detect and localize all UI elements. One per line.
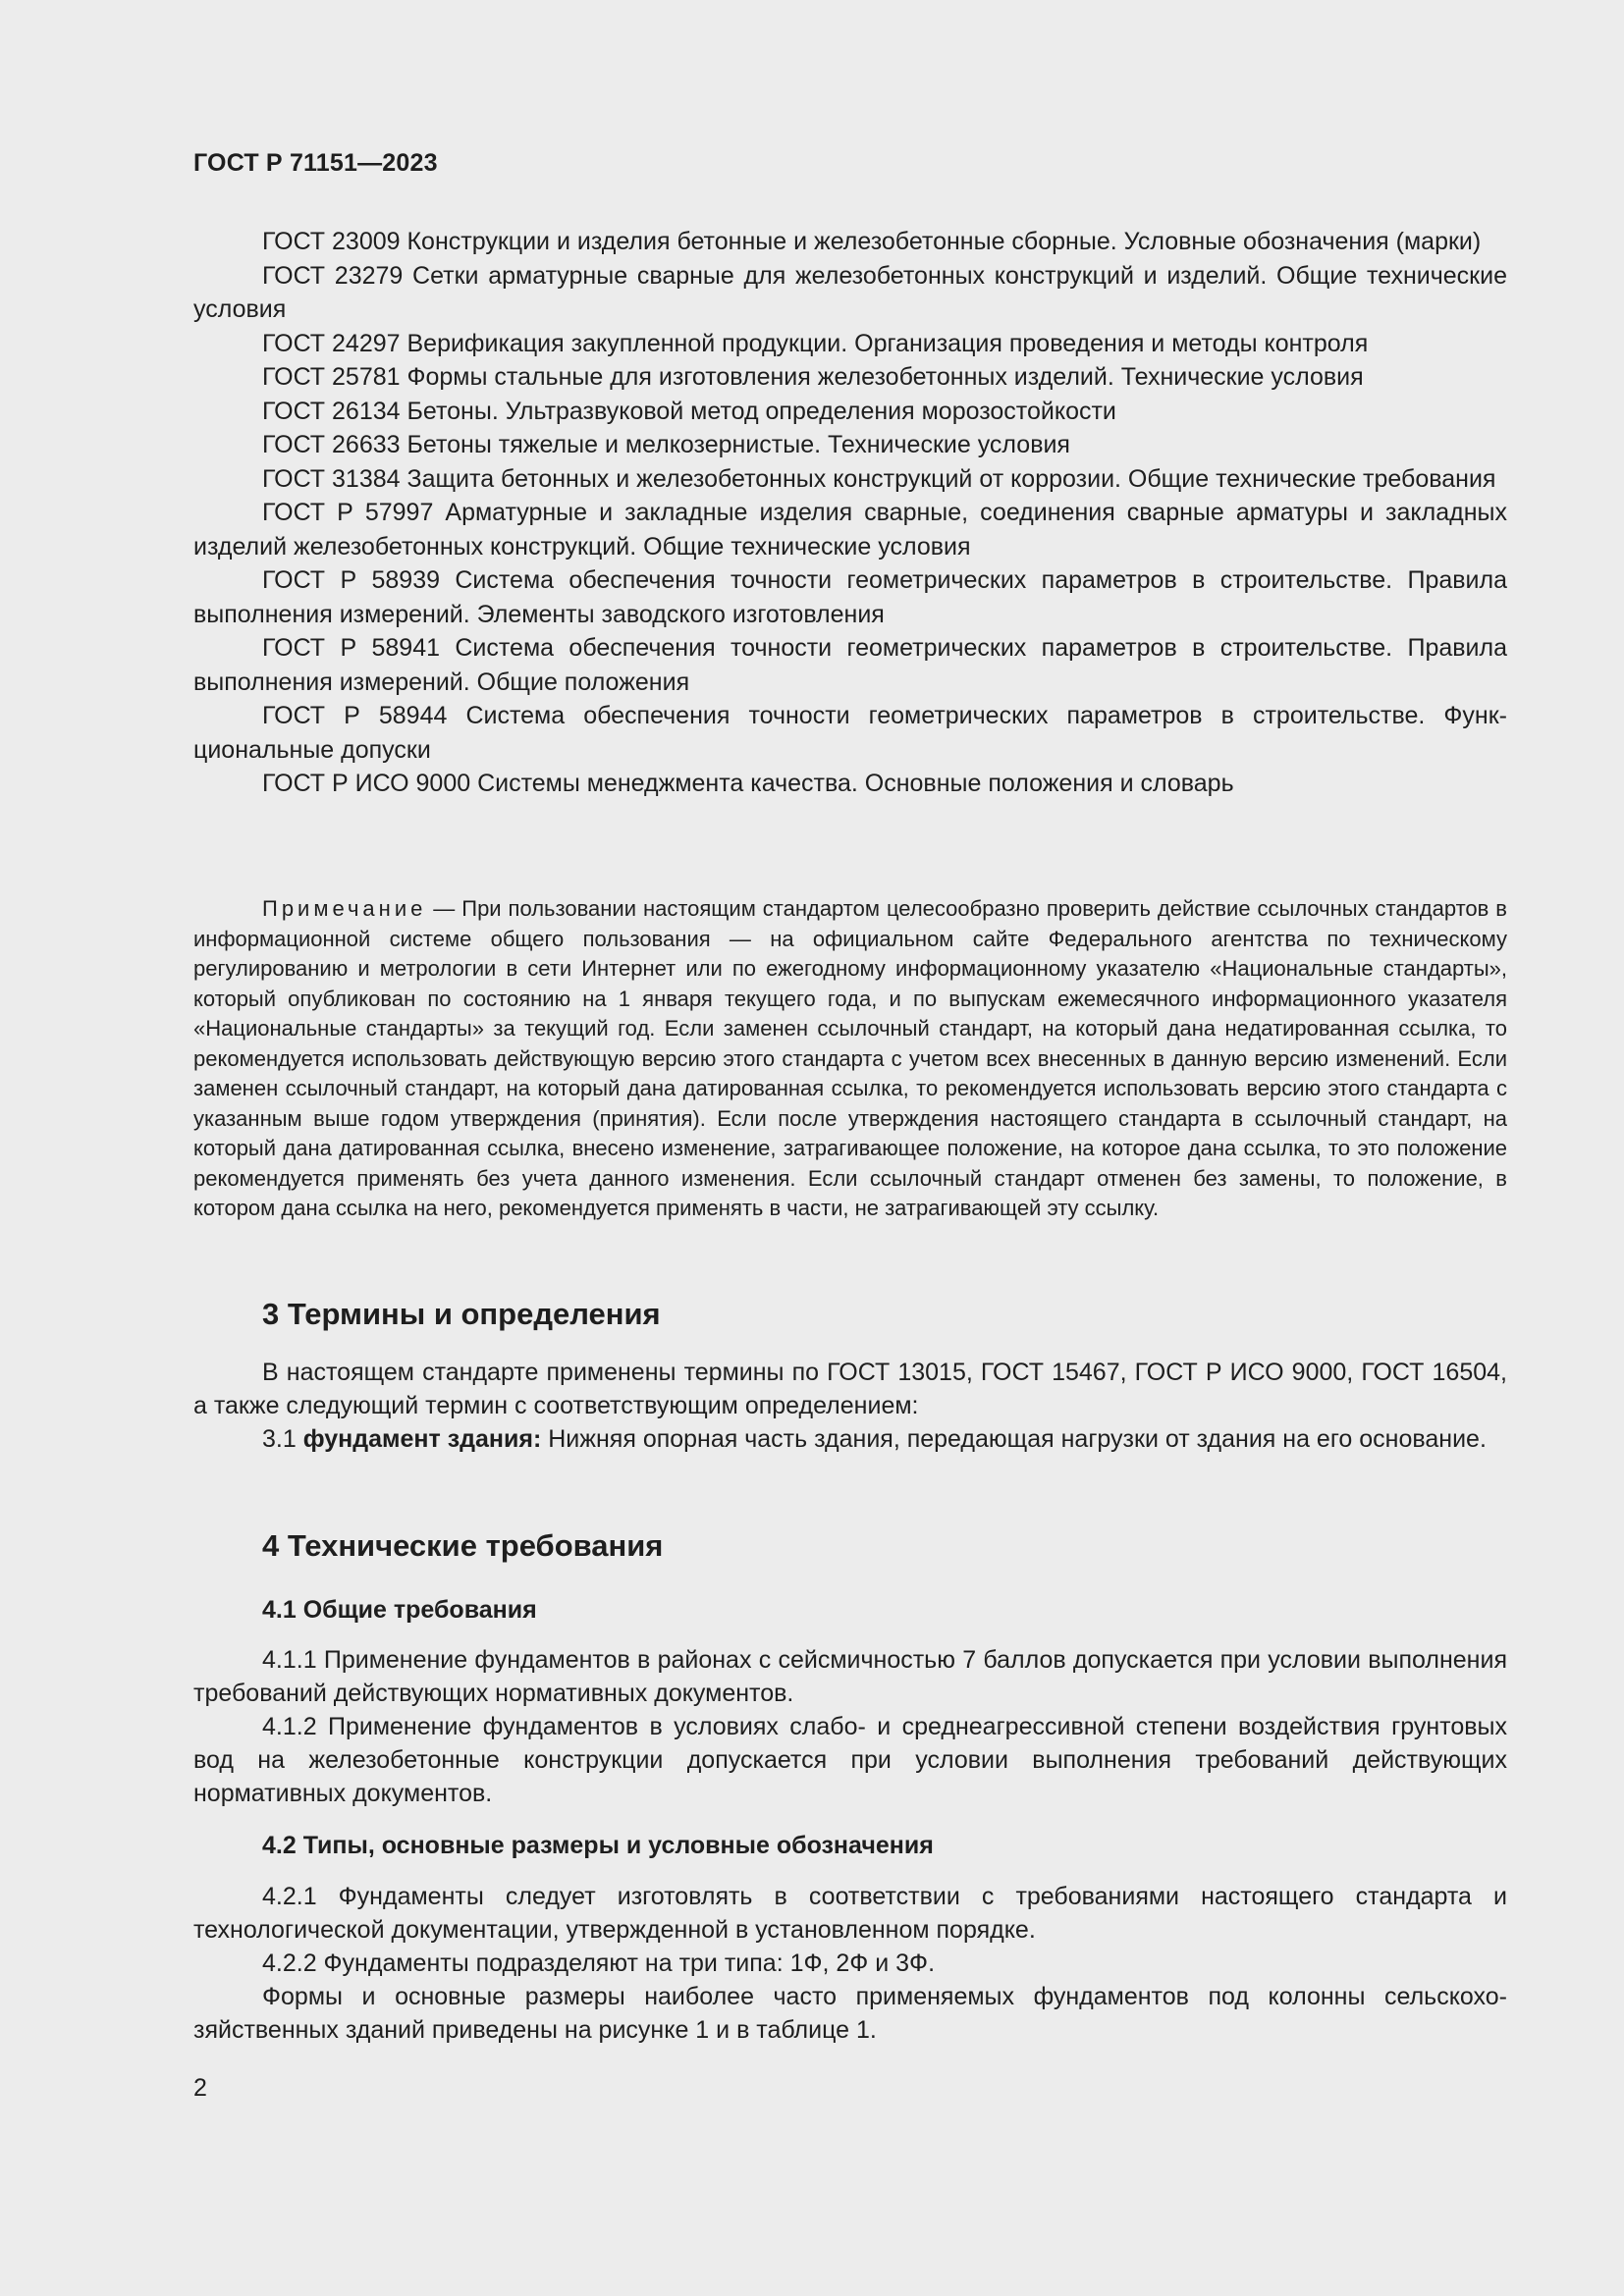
reference-item: ГОСТ 26633 Бетоны тяжелые и мелкозернистые. Технические условия [262, 431, 1070, 458]
term-name: фундамент здания: [302, 1425, 542, 1453]
reference-item: ГОСТ 24297 Верификация закупленной продукции. Организация проведения и методы контроля [262, 329, 1369, 357]
reference-item: ГОСТ 25781 Формы стальные для изготовления железобетонных изделий. Технические условия [262, 363, 1364, 391]
term-text: Нижняя опорная часть здания, передающая нагрузки от здания на его основание. [541, 1425, 1487, 1453]
reference-item: ГОСТ 31384 Защита бетонных и железобетонных конструкций от коррозии. Общие технические требования [262, 464, 1496, 493]
subsection-4-2-title: 4.2 Типы, основные размеры и условные обозначения [262, 1832, 934, 1859]
section-3-body [193, 1356, 1507, 1456]
section-3-title: 3 Термины и определения [262, 1297, 661, 1331]
paragraph-4-2-3: Формы и основные размеры наиболее часто применяемых фундаментов под колонны сельскохозяйственных зданий приведены на рисунке 1 и в таблице 1. [193, 1983, 1507, 2044]
paragraph-4-1-1: 4.1.1 Применение фундаментов в районах с сейсмичностью 7 баллов допускается при условии выполнения требований действующих нормативных документов. [193, 1646, 1507, 1707]
paragraph-4-2-1: 4.2.1 Фундаменты следует изготовлять в соответствии с требованиями настоящего стандарта и технологической документации, утвержденной в установленном порядке. [193, 1883, 1507, 1944]
reference-list [193, 225, 1507, 801]
note-label: Примечание [262, 896, 427, 921]
note-text: — При пользовании настоящим стандартом целесообразно проверить действие ссылочных стандартов в информационной системе общего пользования — на официальном сайте Федерального агентства по техническому регулированию и метрологии в сети Интернет или по ежегодному информационному указателю «Национальные стандарты», который опубликован по состоянию на 1 января текущего года, и по выпускам ежемесячного информационного указателя «Национальные стандарты» за текущий год. Если заменен ссылочный стандарт, на который дана недатированная ссылка, то рекомендуется использовать действующую версию этого стандарта с учетом всех внесенных в данную версию изменений. Если заменен ссылочный стандарт, на который дана датированная ссылка, то рекомендуется использовать версию этого стандарта с указанным выше годом утверждения (принятия). Если после утверждения настоящего стандарта в ссылочный стандарт, на который дана датированная ссылка, внесено изменение, затрагивающее положение, на которое дана ссылка, то это положение рекомендуется применять без учета данного изменения. Если ссылочный стандарт отменен без замены, то положение, в котором дана ссылка на него, рекомендуется применять в части, не затрагивающей эту ссылку. [193, 896, 1507, 1220]
subsection-4-2-body [193, 1880, 1507, 2047]
note-paragraph [193, 894, 1507, 1224]
reference-item: ГОСТ Р 58944 Система обеспечения точности геометрических параметров в строительстве. Функциональные допуски [193, 702, 1507, 764]
section-3-intro: В настоящем стандарте применены термины по ГОСТ 13015, ГОСТ 15467, ГОСТ Р ИСО 9000, ГОСТ 16504, а также следующий термин с соответствующим определением: [193, 1359, 1507, 1419]
reference-item: ГОСТ 23009 Конструкции и изделия бетонные и железобетонные сборные. Условные обозначения (марки) [262, 228, 1482, 255]
term-number: 3.1 [262, 1425, 303, 1453]
page-number: 2 [193, 2074, 207, 2102]
paragraph-4-1-2: 4.1.2 Применение фундаментов в условиях слабо- и среднеагрессивной степени воздействия грунтовых вод на железобетонные конструкции допускается при условии выполнения требований действующих нормативных документов. [193, 1713, 1507, 1807]
reference-item: ГОСТ Р 58939 Система обеспечения точности геометрических параметров в строительстве. Правила выполнения измерений. Элементы заводского изготовления [193, 566, 1507, 628]
section-4-title: 4 Технические требования [262, 1528, 664, 1563]
paragraph-4-2-2: 4.2.2 Фундаменты подразделяют на три типа: 1Ф, 2Ф и 3Ф. [262, 1949, 936, 1977]
document-header: ГОСТ Р 71151—2023 [193, 149, 438, 177]
reference-item: ГОСТ Р 58941 Система обеспечения точности геометрических параметров в строительстве. Правила выполнения измерений. Общие положения [193, 634, 1507, 696]
subsection-4-1-body [193, 1643, 1507, 1810]
reference-item: ГОСТ 26134 Бетоны. Ультразвуковой метод определения морозостойкости [262, 397, 1116, 425]
reference-item: ГОСТ Р 57997 Арматурные и закладные изделия сварные, соединения сварные арматуры и закладных изделий железобетонных конструкций. Общие технические условия [193, 499, 1507, 561]
term-definition [193, 1422, 1507, 1456]
reference-item: ГОСТ 23279 Сетки арматурные сварные для железобетонных конструкций и изделий. Общие технические условия [193, 261, 1507, 323]
subsection-4-1-title: 4.1 Общие требования [262, 1596, 537, 1624]
reference-item: ГОСТ Р ИСО 9000 Системы менеджмента качества. Основные положения и словарь [262, 770, 1234, 797]
